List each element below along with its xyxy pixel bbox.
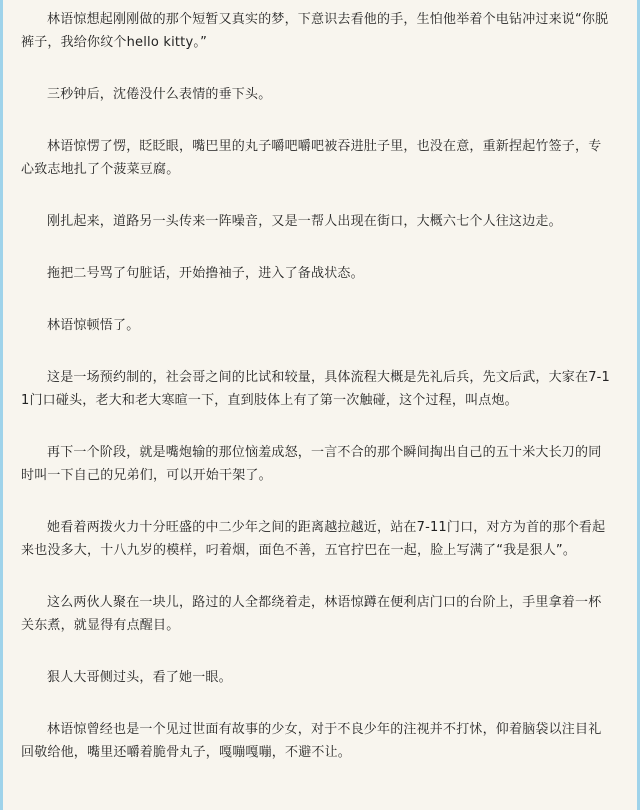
paragraph-11: 狠人大哥侧过头，看了她一眼。: [47, 670, 232, 685]
article-body: [3, 0, 637, 764]
paragraph-2: 三秒钟后，沈倦没什么表情的垂下头。: [47, 87, 272, 102]
paragraph-9: 她看着两拨火力十分旺盛的中二少年之间的距离越拉越近，站在7-11门口，对方为首的那个看起来也没多大，十八九岁的模样，叼着烟，面色不善，五官拧巴在一起，脸上写满了“我是狠人”。: [21, 520, 606, 558]
paragraph-10: 这么两伙人聚在一块儿，路过的人全都绕着走，林语惊蹲在便利店门口的台阶上，手里拿着一杯关东煮，就显得有点醒目。: [21, 595, 602, 633]
paragraph-3: 林语惊愣了愣，眨眨眼，嘴巴里的丸子嚼吧嚼吧被吞进肚子里，也没在意，重新捏起竹签子，专心致志地扎了个菠菜豆腐。: [21, 139, 602, 177]
paragraph-8: 再下一个阶段，就是嘴炮输的那位恼羞成怒，一言不合的那个瞬间掏出自己的五十米大长刀的同时叫一下自己的兄弟们，可以开始干架了。: [21, 445, 602, 483]
paragraph-12: 林语惊曾经也是一个见过世面有故事的少女，对于不良少年的注视并不打怵，仰着脑袋以注目礼回敬给他，嘴里还嚼着脆骨丸子，嘎嘣嘎嘣，不避不让。: [21, 722, 602, 760]
paragraph-7: 这是一场预约制的，社会哥之间的比试和较量，具体流程大概是先礼后兵，先文后武，大家在7-11门口碰头，老大和老大寒暄一下，直到肢体上有了第一次触碰，这个过程，叫点炮。: [21, 370, 611, 408]
paragraph-4: 刚扎起来，道路另一头传来一阵噪音，又是一帮人出现在街口，大概六七个人往这边走。: [47, 214, 562, 229]
paragraph-6: 林语惊顿悟了。: [47, 318, 140, 333]
paragraph-1: 林语惊想起刚刚做的那个短暂又真实的梦，下意识去看他的手，生怕他举着个电钻冲过来说“你脱裤子，我给你纹个hello kitty。”: [21, 12, 609, 50]
paragraph-5: 拖把二号骂了句脏话，开始撸袖子，进入了备战状态。: [47, 266, 364, 281]
